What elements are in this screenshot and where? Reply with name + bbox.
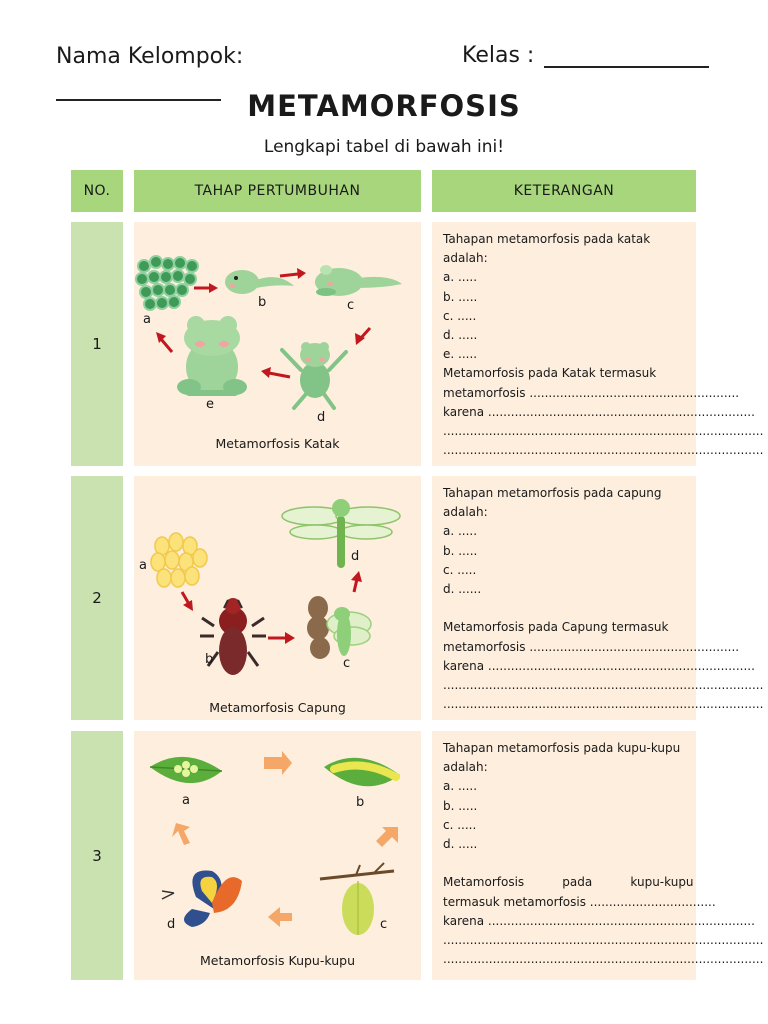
group-name-label: Nama Kelompok: <box>56 44 244 69</box>
frog-ket-line: c. ..... <box>443 308 477 323</box>
butterfly-ket-line <box>443 854 685 873</box>
class-label: Kelas : <box>462 43 535 68</box>
butterfly-ket-line: d. ..... <box>443 837 478 852</box>
dragonfly-label-b: b <box>205 652 214 667</box>
frog-label-e: e <box>206 397 214 412</box>
frog-ket-line: metamorfosis ....................................................... <box>443 385 740 400</box>
dragonfly-diagram-cell <box>134 476 421 720</box>
frog-diagram-cell <box>134 222 421 466</box>
dragonfly-ket-line: Tahapan metamorfosis pada capung <box>443 486 662 500</box>
dragonfly-caption: Metamorfosis Capung <box>209 700 346 715</box>
butterfly-ket-line: termasuk metamorfosis ................................. <box>443 894 716 909</box>
frog-lifecycle-illustration <box>134 222 421 466</box>
butterfly-label-b: b <box>356 795 365 810</box>
page-title: METAMORFOSIS <box>247 89 521 123</box>
butterfly-ket-line: .................................................................................... <box>443 933 764 948</box>
frog-eggs-icon <box>136 256 198 310</box>
butterfly-ket-line: a. ..... <box>443 779 478 794</box>
leaf-with-eggs-icon <box>150 757 222 783</box>
butterfly-label-a: a <box>182 793 190 808</box>
butterfly-ket-line: Tahapan metamorfosis pada kupu-kupu <box>443 741 681 755</box>
header-keterangan: KETERANGAN <box>432 170 696 212</box>
frog-caption: Metamorfosis Katak <box>215 436 340 451</box>
butterfly-ket-line: b. ..... <box>443 798 478 813</box>
butterfly-label-d: d <box>167 917 176 932</box>
dragonfly-ket-line: b. ..... <box>443 543 478 558</box>
frog-ket-line: adalah: <box>443 251 488 266</box>
dragonfly-ket-line <box>443 599 685 618</box>
frog-ket-line: d. ..... <box>443 328 478 343</box>
row-number-2: 2 <box>71 476 123 720</box>
butterfly-caption: Metamorfosis Kupu-kupu <box>199 953 356 968</box>
frog-ket-line: karena ...................................................................... <box>443 404 755 419</box>
emerging-dragonfly-icon <box>307 596 371 659</box>
frog-ket-line: .................................................................................... <box>443 443 764 458</box>
butterfly-keterangan-cell <box>432 731 764 980</box>
tadpole-icon <box>225 270 294 294</box>
frog-ket-line: a. ..... <box>443 270 478 285</box>
frog-label-a: a <box>143 312 151 327</box>
frog-ket-line: e. ..... <box>443 347 478 362</box>
adult-dragonfly-icon <box>282 499 400 568</box>
header-no: NO. <box>71 170 123 212</box>
dragonfly-label-d: d <box>351 549 360 564</box>
row-number-1: 1 <box>71 222 123 466</box>
leaf-with-caterpillar-icon <box>324 758 400 787</box>
instruction-text: Lengkapi tabel di bawah ini! <box>263 137 505 157</box>
dragonfly-ket-line: karena ...................................................................... <box>443 658 755 673</box>
class-blank-line <box>544 66 709 68</box>
frog-ket-line: .................................................................................... <box>443 424 764 439</box>
dragonfly-label-a: a <box>139 558 147 573</box>
dragonfly-ket-line: a. ..... <box>443 524 478 539</box>
row-number-3: 3 <box>71 731 123 980</box>
dragonfly-ket-line: .................................................................................... <box>443 678 764 693</box>
butterfly-ket-line: Metamorfosis pada kupu-kupu <box>443 875 694 890</box>
butterfly-diagram-cell <box>134 731 421 980</box>
dragonfly-label-c: c <box>343 656 351 671</box>
dragonfly-lifecycle-illustration <box>134 476 421 720</box>
frog-ket-line: Tahapan metamorfosis pada katak <box>443 232 651 246</box>
dragonfly-ket-line: c. ..... <box>443 562 477 577</box>
dragonfly-ket-line: Metamorfosis pada Capung termasuk <box>443 620 669 635</box>
butterfly-ket-line: karena ...................................................................... <box>443 913 755 928</box>
frog-keterangan-cell <box>432 222 764 466</box>
frog-label-c: c <box>347 298 355 313</box>
dragonfly-ket-line: adalah: <box>443 505 488 520</box>
frog-ket-line: Metamorfosis pada Katak termasuk <box>443 366 657 381</box>
butterfly-ket-line: .................................................................................... <box>443 952 764 967</box>
frog-ket-line: b. ..... <box>443 289 478 304</box>
header-tahap: TAHAP PERTUMBUHAN <box>134 170 421 212</box>
adult-frog-icon <box>177 316 247 396</box>
butterfly-label-c: c <box>380 917 388 932</box>
butterfly-lifecycle-illustration <box>134 731 421 980</box>
dragonfly-ket-line: metamorfosis ....................................................... <box>443 639 740 654</box>
froglet-icon <box>315 265 402 296</box>
butterfly-ket-line: adalah: <box>443 760 488 775</box>
dragonfly-ket-line: .................................................................................... <box>443 697 764 712</box>
frog-label-d: d <box>317 410 326 425</box>
dragonfly-eggs-icon <box>151 533 207 587</box>
frog-label-b: b <box>258 295 267 310</box>
dragonfly-ket-line: d. ...... <box>443 582 482 597</box>
dragonfly-keterangan-cell <box>432 476 764 720</box>
butterfly-ket-line: c. ..... <box>443 817 477 832</box>
young-frog-icon <box>282 342 346 408</box>
